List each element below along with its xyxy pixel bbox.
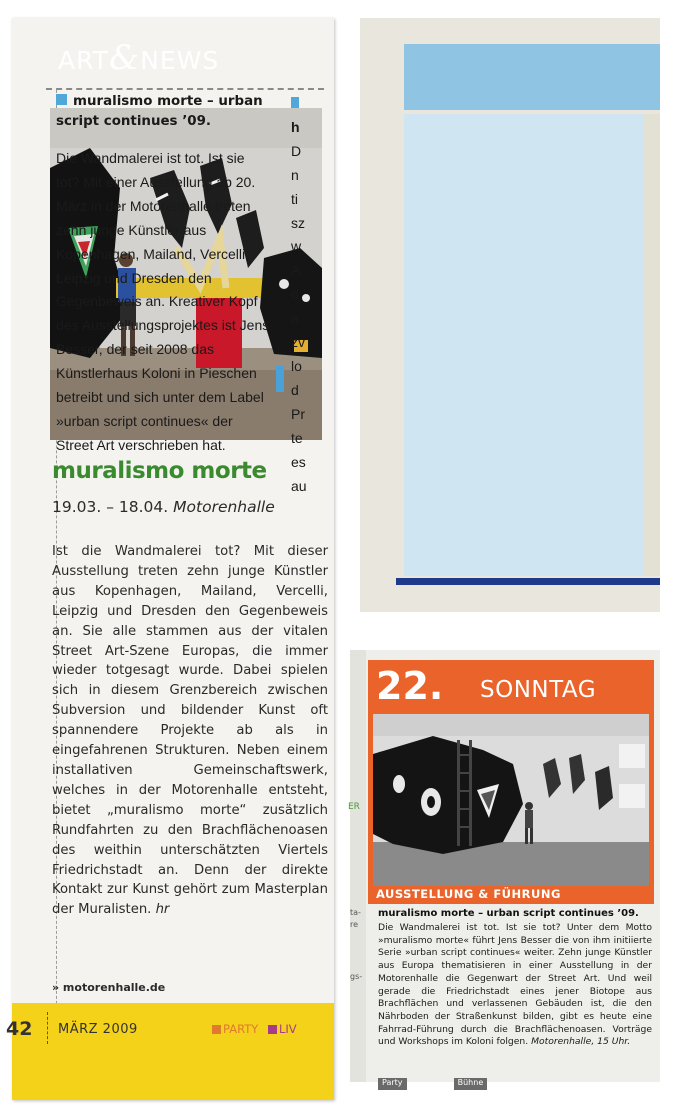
header-news: NEWS — [140, 46, 220, 75]
next-column-fragment: d — [291, 286, 299, 303]
page-footer-band — [12, 1003, 334, 1100]
website-link[interactable]: » motorenhalle.de — [52, 981, 166, 994]
next-column-fragment: a — [291, 310, 299, 327]
author-signature: hr — [155, 902, 170, 918]
event-venue-time: Motorenhalle, 15 Uhr. — [531, 1036, 631, 1048]
calendar-footer-tabs — [378, 1070, 654, 1087]
event-calendar-clipping — [348, 650, 660, 1087]
next-column-fragment: lo — [291, 357, 302, 374]
dashed-rule-top — [46, 88, 324, 90]
next-column-fragment: D — [291, 142, 302, 159]
next-column-fragment: te — [291, 429, 303, 446]
mural-photo-bw — [373, 714, 649, 888]
event-headline: muralismo morte – urban script continues ’09. — [378, 908, 639, 919]
article-body — [52, 542, 328, 920]
art-news-body: Die Wandmalerei ist tot. Ist sie tot? Mit einer Ausstellung ab 20. März in der Motorenhalle treten zehn junge Künstler aus Kopenhagen, Mailand, Vercelli, Leipzig und Dresden den Gegenbeweis an. Kreativer Kopf des Ausstellungsprojektes ist Jens Besser, der seit 2008 das Künstlerhaus Koloni in Pieschen betreibt und sich unter dem Label »urban script continues« der Street Art verschrieben hat. — [56, 150, 270, 453]
issue-month: MÄRZ 2009 — [58, 1022, 138, 1037]
next-column-fragment: d — [291, 381, 299, 398]
footer-separator — [47, 1012, 48, 1044]
art-news-box — [404, 114, 660, 576]
category-label: AUSSTELLUNG & FÜHRUNG — [376, 887, 561, 901]
article-body-text: Ist die Wandmalerei tot? Mit dieser Ausstellung treten zehn junge Künstler aus Kopenhagen, Mailand, Vercelli, Leipzig und Dresden den Gegenbeweis an. Sie alle stammen aus der vitalen Street Art-Szene Europas, die immer wieder totgesagt wurde. Dabei spielen sich in diesem Grenzbereich zwischen Subversion und bildender Kunst oft spannendere Projekte ab als in eingefahrenen Strukturen. Neben einem installativen Gemeinschaftswerk, welches in der Motorenhalle entsteht, bietet „muralismo morte“ zusätzlich Rundfahrten zu den Brachflächenoasen des weithin unterschätzten Viertels Friedrichstadt an. Denn der direkte Kontakt zur Kunst gehört zum Masterplan der Muralisten. — [52, 544, 328, 918]
strip-fragment: ta- — [350, 908, 361, 917]
bullet-square-icon — [56, 94, 67, 105]
event-date-range: 19.03. – 18.04. — [52, 498, 169, 516]
page-number: 42 — [6, 1018, 33, 1040]
footer-tab-party: Party — [378, 1078, 407, 1090]
art-news-headline-text: muralismo morte – urban script continues ’09. — [56, 94, 263, 129]
next-column-fragment: es — [291, 453, 306, 470]
next-column-fragment: A — [291, 262, 301, 279]
next-column-fragment: Pr — [291, 405, 305, 422]
header-art: ART — [58, 46, 109, 75]
bullet-square-icon — [291, 97, 299, 108]
section-live: LIV — [268, 1022, 297, 1036]
art-news-header-title — [58, 38, 219, 78]
next-column-fragments — [291, 92, 311, 498]
event-description-text: Die Wandmalerei ist tot. Ist sie tot? Unter dem Motto »muralismo morte« führt Jens Besser die von ihm initiierte Serie »urban script continues« weiter. Zehn junge Künstler aus Europa thematisieren in einer Ausstellung in der Motorenhalle die Gegenwart der Street Art. Und weil gerade die Friedrichstadt eines jener Biotope aus Brachflächen und verlassenen Gebäuden ist, die den Nährboden der Straßenkunst bilden, gibt es heute eine Fahrrad-Führung durch die Brachflächenoasen. Vorträge und Workshops im Koloni folgen. — [378, 922, 652, 1048]
event-venue: Motorenhalle — [173, 498, 275, 516]
article-title: muralismo morte — [52, 458, 267, 484]
next-column-fragment: ti — [291, 190, 298, 207]
section-square-icon — [268, 1025, 277, 1034]
art-news-bottom-rule — [396, 578, 660, 585]
footer-tab-stage: Bühne — [454, 1078, 488, 1090]
next-column-fragment: n — [291, 166, 299, 183]
section-square-icon — [212, 1025, 221, 1034]
day-name: SONNTAG — [480, 677, 597, 703]
art-news-box-gutter — [643, 114, 660, 576]
header-ampersand: & — [108, 38, 141, 78]
event-description — [378, 922, 652, 1049]
art-news-header — [404, 44, 660, 110]
next-column-fragment: h — [291, 92, 311, 140]
next-column-fragment: w — [291, 238, 302, 255]
next-column-fragment: au — [291, 477, 307, 494]
strip-fragment: ER — [348, 802, 360, 812]
next-column-fragment: sz — [291, 214, 305, 231]
art-news-headline — [56, 92, 270, 132]
day-number: 22. — [376, 664, 444, 708]
section-index — [212, 1022, 297, 1036]
neighbour-column-strip — [350, 650, 366, 1082]
strip-fragment: gs- — [350, 972, 363, 981]
art-news-clipping — [360, 18, 660, 612]
event-date-line — [52, 498, 332, 516]
next-column-fragment: zv — [291, 334, 305, 351]
strip-fragment: re — [350, 920, 359, 929]
section-party: PARTY — [212, 1022, 258, 1036]
